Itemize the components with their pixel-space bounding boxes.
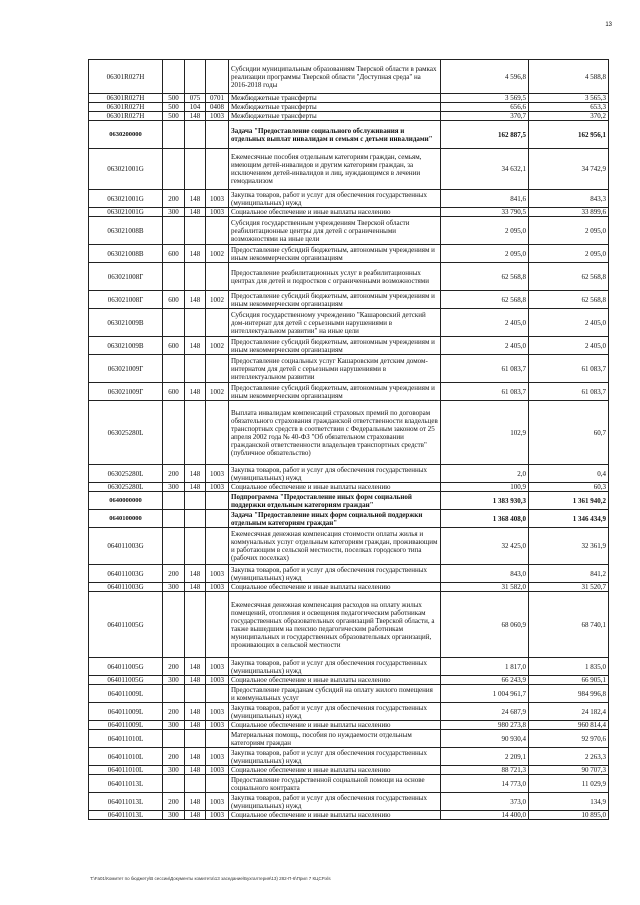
table-row <box>89 703 609 721</box>
row-section <box>206 217 229 245</box>
row-code: 0640100000 <box>89 510 163 528</box>
row-expense-type: 600 <box>163 245 185 263</box>
row-amount-2: 2 405,0 <box>529 337 609 355</box>
row-amount-2: 62 568,8 <box>529 263 609 291</box>
row-code: 064011013L <box>89 775 163 793</box>
row-code: 064011010L <box>89 730 163 748</box>
row-name: Социальное обеспечение и иные выплаты населению <box>229 583 441 592</box>
row-section: 1003 <box>206 793 229 811</box>
row-name: Социальное обеспечение и иные выплаты населению <box>229 676 441 685</box>
row-amount-1: 2 209,1 <box>441 748 529 766</box>
row-name: Задача "Предоставление социального обслуживания и отдельных выплат инвалидам и семьям с детьми инвалидами" <box>229 121 441 149</box>
row-department <box>185 401 206 465</box>
row-code: 063021009B <box>89 337 163 355</box>
row-expense-type: 300 <box>163 583 185 592</box>
row-name: Закупка товаров, работ и услуг для обеспечения государственных (муниципальных) нужд <box>229 565 441 583</box>
table-row <box>89 291 609 309</box>
row-code: 063021008B <box>89 217 163 245</box>
row-amount-1: 33 790,5 <box>441 208 529 217</box>
row-expense-type: 500 <box>163 112 185 121</box>
row-amount-1: 66 243,9 <box>441 676 529 685</box>
table-row <box>89 149 609 190</box>
row-code: 064011013L <box>89 793 163 811</box>
row-name: Предоставление субсидий бюджетным, автономным учреждениям и иным некоммерческим организациям <box>229 383 441 401</box>
row-amount-1: 68 060,9 <box>441 592 529 658</box>
row-amount-1: 3 569,5 <box>441 94 529 103</box>
row-name: Межбюджетные трансферты <box>229 112 441 121</box>
row-amount-1: 2 095,0 <box>441 217 529 245</box>
row-expense-type <box>163 775 185 793</box>
row-amount-2: 2 263,3 <box>529 748 609 766</box>
row-amount-1: 100,9 <box>441 483 529 492</box>
row-name: Ежемесячная денежная компенсация стоимости оплаты жилья и коммунальных услуг отдельным категориям граждан, проживающим и работающим в сельской местности, поселках городского типа (рабочих поселках) <box>229 528 441 565</box>
row-name: Закупка товаров, работ и услуг для обеспечения государственных (муниципальных) нужд <box>229 190 441 208</box>
row-name: Закупка товаров, работ и услуг для обеспечения государственных (муниципальных) нужд <box>229 703 441 721</box>
table-row <box>89 685 609 703</box>
table-row <box>89 793 609 811</box>
row-department <box>185 309 206 337</box>
table-row <box>89 658 609 676</box>
row-amount-1: 61 083,7 <box>441 355 529 383</box>
row-department: 148 <box>185 383 206 401</box>
row-name: Закупка товаров, работ и услуг для обеспечения государственных (муниципальных) нужд <box>229 748 441 766</box>
row-code: 064011013L <box>89 811 163 820</box>
table-row <box>89 748 609 766</box>
row-section: 1003 <box>206 112 229 121</box>
row-section: 1003 <box>206 565 229 583</box>
table-row <box>89 721 609 730</box>
row-expense-type: 300 <box>163 483 185 492</box>
table-row <box>89 383 609 401</box>
row-amount-2: 61 083,7 <box>529 383 609 401</box>
table-row <box>89 103 609 112</box>
row-department: 075 <box>185 94 206 103</box>
table-row <box>89 245 609 263</box>
row-department: 148 <box>185 245 206 263</box>
row-code: 064011003G <box>89 528 163 565</box>
table-row <box>89 811 609 820</box>
table-row <box>89 208 609 217</box>
row-department <box>185 492 206 510</box>
row-expense-type: 200 <box>163 703 185 721</box>
row-expense-type <box>163 355 185 383</box>
row-section: 1003 <box>206 483 229 492</box>
row-department <box>185 263 206 291</box>
row-amount-2: 11 029,9 <box>529 775 609 793</box>
table-row <box>89 121 609 149</box>
row-expense-type: 300 <box>163 208 185 217</box>
row-amount-1: 62 568,8 <box>441 263 529 291</box>
row-amount-2: 60,3 <box>529 483 609 492</box>
budget-table <box>88 59 609 820</box>
row-section: 1003 <box>206 465 229 483</box>
row-amount-1: 1 368 408,0 <box>441 510 529 528</box>
row-amount-2: 31 520,7 <box>529 583 609 592</box>
page-number: 13 <box>605 22 612 28</box>
row-amount-1: 4 596,8 <box>441 60 529 94</box>
row-expense-type: 200 <box>163 565 185 583</box>
row-amount-1: 841,6 <box>441 190 529 208</box>
row-expense-type: 500 <box>163 94 185 103</box>
row-name: Предоставление реабилитационных услуг в реабилитационных центрах для детей и подростков с ограниченными возможностями <box>229 263 441 291</box>
row-amount-2: 62 568,8 <box>529 291 609 309</box>
row-name: Субсидия государственным учреждениям Тверской области реабилитационные центры для детей с ограниченными возможностями на иные цели <box>229 217 441 245</box>
row-amount-2: 841,2 <box>529 565 609 583</box>
row-department <box>185 121 206 149</box>
row-name: Социальное обеспечение и иные выплаты населению <box>229 766 441 775</box>
row-section: 1003 <box>206 703 229 721</box>
row-amount-2: 843,3 <box>529 190 609 208</box>
row-code: 064011005G <box>89 676 163 685</box>
row-expense-type <box>163 217 185 245</box>
row-code: 06301R027H <box>89 60 163 94</box>
row-name: Социальное обеспечение и иные выплаты населению <box>229 483 441 492</box>
row-expense-type <box>163 149 185 190</box>
row-amount-2: 653,3 <box>529 103 609 112</box>
row-name: Социальное обеспечение и иные выплаты населению <box>229 811 441 820</box>
row-expense-type <box>163 592 185 658</box>
row-code: 064011005G <box>89 658 163 676</box>
row-amount-1: 2,0 <box>441 465 529 483</box>
row-name: Закупка товаров, работ и услуг для обеспечения государственных (муниципальных) нужд <box>229 465 441 483</box>
row-amount-2: 1 361 940,2 <box>529 492 609 510</box>
row-amount-2: 1 835,0 <box>529 658 609 676</box>
row-section <box>206 528 229 565</box>
row-section <box>206 149 229 190</box>
row-name: Социальное обеспечение и иные выплаты населению <box>229 721 441 730</box>
row-code: 0640000000 <box>89 492 163 510</box>
row-amount-2: 3 565,3 <box>529 94 609 103</box>
row-section: 1002 <box>206 291 229 309</box>
row-expense-type: 300 <box>163 811 185 820</box>
row-name: Предоставление субсидий бюджетным, автономным учреждениям и иным некоммерческим организациям <box>229 291 441 309</box>
row-department: 148 <box>185 811 206 820</box>
row-section <box>206 685 229 703</box>
row-expense-type <box>163 263 185 291</box>
row-amount-1: 61 083,7 <box>441 383 529 401</box>
row-amount-2: 370,2 <box>529 112 609 121</box>
row-expense-type: 200 <box>163 658 185 676</box>
row-name: Закупка товаров, работ и услуг для обеспечения государственных (муниципальных) нужд <box>229 658 441 676</box>
row-amount-1: 32 425,0 <box>441 528 529 565</box>
row-section: 1003 <box>206 208 229 217</box>
row-amount-1: 2 095,0 <box>441 245 529 263</box>
row-expense-type <box>163 528 185 565</box>
row-amount-2: 0,4 <box>529 465 609 483</box>
row-name: Межбюджетные трансферты <box>229 103 441 112</box>
row-expense-type: 300 <box>163 721 185 730</box>
row-amount-1: 1 383 930,3 <box>441 492 529 510</box>
row-amount-2: 134,9 <box>529 793 609 811</box>
row-amount-1: 162 887,5 <box>441 121 529 149</box>
row-amount-1: 62 568,8 <box>441 291 529 309</box>
row-expense-type: 500 <box>163 103 185 112</box>
row-code: 063021009B <box>89 309 163 337</box>
row-amount-1: 88 721,3 <box>441 766 529 775</box>
row-name: Ежемесячные пособия отдельным категориям граждан, семьям, имеющим детей-инвалидов и другим категориям граждан, за исключением детей-инвалидов и лиц, нуждающимся в лечении гемодиализом <box>229 149 441 190</box>
row-code: 063021008B <box>89 245 163 263</box>
row-expense-type: 600 <box>163 383 185 401</box>
row-name: Предоставление субсидий бюджетным, автономным учреждениям и иным некоммерческим организациям <box>229 337 441 355</box>
row-department: 148 <box>185 190 206 208</box>
row-amount-2: 61 083,7 <box>529 355 609 383</box>
row-amount-1: 31 582,0 <box>441 583 529 592</box>
row-section: 1002 <box>206 245 229 263</box>
row-code: 063021008Г <box>89 263 163 291</box>
row-department <box>185 217 206 245</box>
row-amount-1: 370,7 <box>441 112 529 121</box>
table-row <box>89 730 609 748</box>
row-code: 064011005G <box>89 592 163 658</box>
row-section <box>206 510 229 528</box>
row-amount-2: 2 095,0 <box>529 245 609 263</box>
row-section <box>206 263 229 291</box>
row-code: 063025280L <box>89 483 163 492</box>
row-section <box>206 492 229 510</box>
row-section <box>206 775 229 793</box>
row-department: 148 <box>185 766 206 775</box>
row-amount-1: 24 687,9 <box>441 703 529 721</box>
row-code: 063025280L <box>89 465 163 483</box>
row-expense-type <box>163 685 185 703</box>
row-section: 1003 <box>206 190 229 208</box>
row-code: 064011010L <box>89 748 163 766</box>
row-expense-type: 300 <box>163 676 185 685</box>
row-department <box>185 730 206 748</box>
table-row <box>89 592 609 658</box>
row-expense-type: 600 <box>163 337 185 355</box>
row-name: Предоставление гражданам субсидий на оплату жилого помещения и коммунальных услуг <box>229 685 441 703</box>
row-department: 148 <box>185 483 206 492</box>
table-row <box>89 510 609 528</box>
row-code: 06301R027H <box>89 112 163 121</box>
row-amount-2: 32 361,9 <box>529 528 609 565</box>
row-name: Предоставление государственной социальной помощи на основе социального контракта <box>229 775 441 793</box>
row-code: 063021008Г <box>89 291 163 309</box>
row-amount-2: 2 095,0 <box>529 217 609 245</box>
row-section: 1002 <box>206 383 229 401</box>
row-expense-type: 200 <box>163 748 185 766</box>
row-department: 148 <box>185 658 206 676</box>
row-section <box>206 121 229 149</box>
row-code: 064011003G <box>89 583 163 592</box>
row-code: 064011009L <box>89 703 163 721</box>
row-department <box>185 60 206 94</box>
row-department <box>185 149 206 190</box>
row-expense-type <box>163 309 185 337</box>
row-name: Субсидия государственному учреждению "Кашаровский детский дом-интернат для детей с серьезными нарушениями в интеллектуальном развитии" на иные цели <box>229 309 441 337</box>
row-name: Субсидии муниципальным образованиям Тверской области в рамках реализации программы Тверской области "Доступная среда" на 2016-2018 годы <box>229 60 441 94</box>
row-code: 063021001G <box>89 149 163 190</box>
table-row <box>89 190 609 208</box>
table-row <box>89 401 609 465</box>
table-row <box>89 263 609 291</box>
row-department: 148 <box>185 583 206 592</box>
row-amount-1: 14 773,0 <box>441 775 529 793</box>
row-section: 0701 <box>206 94 229 103</box>
row-code: 064011003G <box>89 565 163 583</box>
row-amount-2: 34 742,9 <box>529 149 609 190</box>
row-section <box>206 60 229 94</box>
table-row <box>89 483 609 492</box>
table-row <box>89 465 609 483</box>
row-code: 063021009Г <box>89 383 163 401</box>
row-amount-2: 960 814,4 <box>529 721 609 730</box>
table-row <box>89 583 609 592</box>
row-name: Предоставление социальных услуг Кашаровским детским домом-интернатом для детей с серьезными нарушениями в интеллектуальном развитии <box>229 355 441 383</box>
row-expense-type: 200 <box>163 190 185 208</box>
row-name: Социальное обеспечение и иные выплаты населению <box>229 208 441 217</box>
row-amount-2: 984 996,8 <box>529 685 609 703</box>
row-amount-1: 843,0 <box>441 565 529 583</box>
table-row <box>89 676 609 685</box>
row-code: 063021001G <box>89 208 163 217</box>
row-expense-type: 300 <box>163 766 185 775</box>
table-row <box>89 94 609 103</box>
row-department: 104 <box>185 103 206 112</box>
row-amount-2: 66 905,1 <box>529 676 609 685</box>
row-expense-type <box>163 60 185 94</box>
row-amount-2: 33 899,6 <box>529 208 609 217</box>
row-department: 148 <box>185 721 206 730</box>
row-section <box>206 309 229 337</box>
table-row <box>89 112 609 121</box>
table-row <box>89 565 609 583</box>
row-expense-type: 200 <box>163 793 185 811</box>
table-row <box>89 492 609 510</box>
row-code: 06301R027H <box>89 94 163 103</box>
row-amount-1: 90 930,4 <box>441 730 529 748</box>
row-amount-1: 373,0 <box>441 793 529 811</box>
row-section: 1003 <box>206 676 229 685</box>
footer-file-path: T:\Fa01\Комитет по бюджету\В сессии\Документы комитета\13 заседание\Бухгалтерия\13) 282-П-6\Прил 7 КЦСР.xls <box>90 876 331 881</box>
row-department: 148 <box>185 703 206 721</box>
row-code: 063025280L <box>89 401 163 465</box>
table-row <box>89 766 609 775</box>
table-row <box>89 528 609 565</box>
row-code: 063021001G <box>89 190 163 208</box>
row-amount-1: 1 817,0 <box>441 658 529 676</box>
row-department: 148 <box>185 337 206 355</box>
row-amount-2: 24 182,4 <box>529 703 609 721</box>
row-code: 063021009Г <box>89 355 163 383</box>
row-department: 148 <box>185 208 206 217</box>
row-section <box>206 730 229 748</box>
row-department: 148 <box>185 676 206 685</box>
row-section: 1003 <box>206 583 229 592</box>
row-name: Межбюджетные трансферты <box>229 94 441 103</box>
row-code: 0630200000 <box>89 121 163 149</box>
table-row <box>89 60 609 94</box>
row-expense-type <box>163 510 185 528</box>
row-department <box>185 592 206 658</box>
row-department: 148 <box>185 565 206 583</box>
row-name: Ежемесячная денежная компенсация расходов на оплату жилых помещений, отопления и освещения педагогическим работникам государственных образовательных организаций Тверской области, а также вышедшим на пенсию педагогическим работникам муниципальных и государственных образовательных организаций, проживающих в сельской местности <box>229 592 441 658</box>
row-section: 0408 <box>206 103 229 112</box>
row-department: 148 <box>185 291 206 309</box>
row-department <box>185 685 206 703</box>
row-amount-2: 1 346 434,9 <box>529 510 609 528</box>
row-amount-2: 4 588,8 <box>529 60 609 94</box>
budget-table-body <box>89 60 609 820</box>
row-amount-1: 2 405,0 <box>441 337 529 355</box>
row-section <box>206 355 229 383</box>
row-amount-2: 90 707,3 <box>529 766 609 775</box>
row-amount-1: 980 273,8 <box>441 721 529 730</box>
row-amount-1: 2 405,0 <box>441 309 529 337</box>
row-section: 1003 <box>206 811 229 820</box>
row-amount-2: 68 740,1 <box>529 592 609 658</box>
row-department <box>185 775 206 793</box>
row-expense-type <box>163 121 185 149</box>
row-amount-1: 102,9 <box>441 401 529 465</box>
row-amount-1: 1 004 961,7 <box>441 685 529 703</box>
row-name: Задача "Предоставление иных форм социальной поддержки отдельным категориям граждан" <box>229 510 441 528</box>
row-expense-type: 600 <box>163 291 185 309</box>
row-expense-type <box>163 401 185 465</box>
row-code: 064011009L <box>89 685 163 703</box>
row-name: Предоставление субсидий бюджетным, автономным учреждениям и иным некоммерческим организациям <box>229 245 441 263</box>
row-code: 064011009L <box>89 721 163 730</box>
row-department <box>185 528 206 565</box>
row-expense-type: 200 <box>163 465 185 483</box>
row-expense-type <box>163 730 185 748</box>
row-amount-2: 92 970,6 <box>529 730 609 748</box>
row-name: Материальная помощь, пособия по нуждаемости отдельным категориям граждан <box>229 730 441 748</box>
row-department <box>185 355 206 383</box>
row-expense-type <box>163 492 185 510</box>
row-department: 148 <box>185 748 206 766</box>
row-section: 1002 <box>206 337 229 355</box>
table-row <box>89 309 609 337</box>
table-row <box>89 775 609 793</box>
table-row <box>89 355 609 383</box>
row-section: 1003 <box>206 766 229 775</box>
row-section <box>206 401 229 465</box>
table-row <box>89 217 609 245</box>
row-amount-2: 60,7 <box>529 401 609 465</box>
row-code: 064011010L <box>89 766 163 775</box>
row-amount-1: 34 632,1 <box>441 149 529 190</box>
row-name: Подпрограмма "Предоставление иных форм социальной поддержки отдельным категориям граждан" <box>229 492 441 510</box>
row-department: 148 <box>185 465 206 483</box>
row-amount-2: 2 405,0 <box>529 309 609 337</box>
row-department <box>185 510 206 528</box>
row-name: Закупка товаров, работ и услуг для обеспечения государственных (муниципальных) нужд <box>229 793 441 811</box>
row-section: 1003 <box>206 658 229 676</box>
row-section <box>206 592 229 658</box>
row-section: 1003 <box>206 721 229 730</box>
table-row <box>89 337 609 355</box>
row-amount-1: 14 400,0 <box>441 811 529 820</box>
row-section: 1003 <box>206 748 229 766</box>
row-name: Выплата инвалидам компенсаций страховых премий по договорам обязательного страхования гражданской ответственности владельцев транспортных средств в соответствии с Федеральным законом от 25 апреля 2002 года № 40-ФЗ "Об обязательном страховании гражданской ответственности владельцев транспортных средств" (публичное обязательство) <box>229 401 441 465</box>
row-amount-1: 656,6 <box>441 103 529 112</box>
row-amount-2: 162 956,1 <box>529 121 609 149</box>
row-department: 148 <box>185 112 206 121</box>
row-amount-2: 10 895,0 <box>529 811 609 820</box>
row-department: 148 <box>185 793 206 811</box>
row-code: 06301R027H <box>89 103 163 112</box>
